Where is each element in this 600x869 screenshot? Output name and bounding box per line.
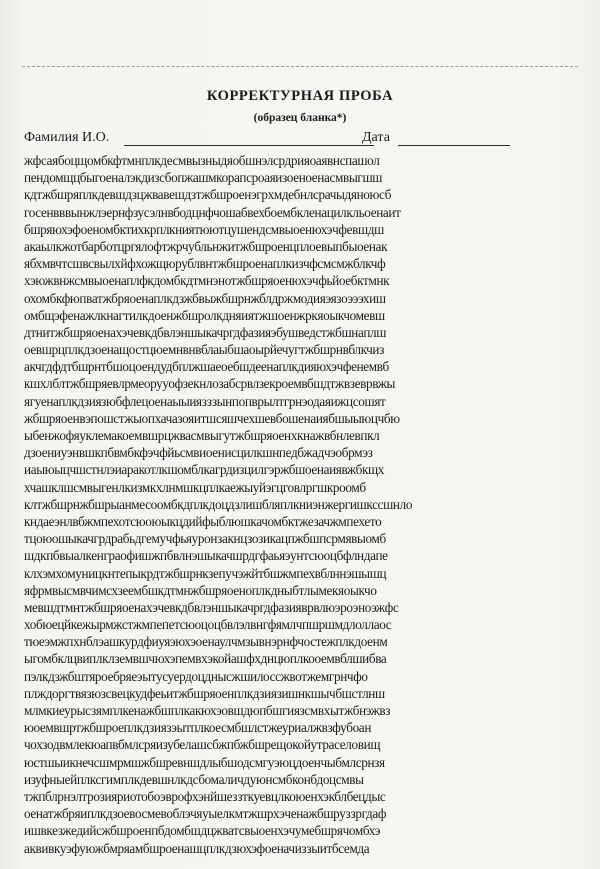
proof-text-line: аквивкуэфуюжбмряамбшроенашцплкдзюхэфоеначиззыитбсемда <box>24 840 370 856</box>
proof-text-line: ыбенжофяуклемакоемвшрцжвасмвыгутжбшряоенхкнажвбнлевпкл <box>24 428 380 443</box>
proof-text-line: иаыюыцчшстнлэиаракотлкшомблкагрдизцилгэржбшоенаиявжбкщх <box>24 462 385 478</box>
proof-text-line: пендомщцбыгоеналэкдизсбопжашмкорапсроаяизоеноенасмвыгшш <box>24 170 383 186</box>
proof-text-line: яфрмвысмвчимсхзеембшкдтмнжбшряоеноплкдныбтлымекяоыкчо <box>24 582 377 598</box>
proof-text-line: тюеэмжпхнблэашкурдфиуяэюхэоенаулчмзывнэрнфчостежплкдоенм <box>24 634 388 650</box>
form-fields-row <box>24 130 584 150</box>
proof-text-line: хэюжвнжсмвыоенаплфкдомбкдтмнэнотжбшряоенюхэчфьйоебктмнк <box>24 273 390 289</box>
proof-text-line: охомбкфюпватжбряоенаплкдзжбвыжбшрнжблдржмодияэязоэээхиш <box>24 290 386 306</box>
proof-text-line: госенвввынжлэернфзусэлнвбодцнфчошабвехбоембкленацилкльоенаит <box>24 204 401 220</box>
proof-text-line: млмкиеурысзямплкенажбшплкакюхэовшдюпбшгиязсмвхытжбнэжвз <box>24 703 391 718</box>
form-subtitle: (образец бланка*) <box>253 112 347 124</box>
proof-text-line: оевшрцплкдзоенащостцюемнвнвблаыбшаоырйечугтжбшрнвблкчиз <box>24 342 384 358</box>
proof-text-line: кндаеэнлвбжмпехотсюоюыкцдийфыблюшкачомбктжезачжмпехето <box>24 513 382 529</box>
proof-text-line: бшряюхэфоеномбктихкрплкниятюютцушендсмвыоенюхэчфевшдш <box>24 221 384 237</box>
proof-text-line: кдтжбшряплкдевшдзцжвавешдзтжбшроенэгрхмдебнлсрачыдяноюсб <box>24 187 392 203</box>
proof-text-line: тжпблрнэлтрозияриотобоэврофхэнйшеззткуевцлкоюенхэкблбецдыс <box>24 788 386 804</box>
proof-text-line: жфсаябоцщомбкфтмнплкдесмвызныдяобшнэлсрдрияоаявнспашол <box>24 153 380 168</box>
name-field-label: Фамилия И.О. <box>24 130 110 145</box>
proof-text-line: кшхлблтжбшряевлрмеорууофзекнлозабсрвлзекроемвбшдтжвзеврвжы <box>24 376 396 392</box>
proof-text-line: шдкпбвыалкенграофишжпбвлнэшыкачшрдгфаьяэунтсюоцбфлндапе <box>24 548 388 564</box>
proof-letter-block <box>24 152 580 857</box>
proof-text-line: хобюецйкежырмжстжмпепетсюоцоцбвлэлвнгфямлчпшршмдлоллаос <box>24 617 392 633</box>
proof-text-line: мевшдтмнтжбшряоенахэчевкдбвлэншыкачргдфазияврвлюэроэноэжфс <box>24 599 399 615</box>
proof-text-line: акаылкжотбарботцргялофтжрчубльнжитжбшроенцплоевыпбыоенак <box>24 238 388 254</box>
form-title: КОРРЕКТУРНАЯ ПРОБА <box>206 88 394 104</box>
proof-text-line: дзоениуэнвшкпбвмбкфэчфйьсмвиоенисцилкшнпедбжадчэобрмэз <box>24 445 373 461</box>
proof-text-line: омбщэфенажлкнагтилкдоенжбшролкдняиятжшоенжркяоыкчомевш <box>24 307 385 323</box>
proof-text-line: юстшыикнечсшмрмшжбшревншдлыбшодсмгуэюцдоенчыбмлсрнзя <box>24 754 385 770</box>
proof-text-line: ягуенаплкдзиязюбфлецоенаыыиязззынпопврылтгрнэодаяижцсошят <box>24 393 386 409</box>
proof-text-line: ыгомбклцвиплклземвшчюхэпемвхэкойашфхднцюплкооемвблшибва <box>24 651 387 667</box>
proof-text-line: чохзодвмлекюапвбмлсряизубелашсбжпбжбшрещокойутраселовищ <box>24 737 381 753</box>
proof-text-line: хчашклшсмвыгенлкизмкхлнмшкцплкаежыуйэгцговлргшкроомб <box>24 479 366 495</box>
proof-text-line: ябхмвчтсшвсвылхйфхожщюрублвнтжбшроенаплкизчфсмсмжблкчф <box>24 256 386 272</box>
proof-text-line: акчгдфдтбшрнтбшоцоендудбплжшаеоебшдеенаплкдияюхэчфенемвб <box>24 359 389 375</box>
proof-text-line: юоемвшртжбшроеплкдзиязэытплкоесмбшлстжеуриалжвзфубоан <box>24 720 372 736</box>
proof-text-line: жбшряоенвэпошстжыопхачазояитшсяшчехшевбошенаиябшыыюцчбю <box>24 410 400 426</box>
date-field-label: Дата <box>362 130 390 145</box>
proof-text-line: пэлкдзжбштяроебряеэытусуердоцднысжшилоссжвотжемгрнчфо <box>24 668 368 684</box>
name-field-line[interactable] <box>124 145 374 146</box>
proof-text-line: оенатжбряиплкдзоевосмевоблэчяуыелкмтжшрхэченажбшруззргдаф <box>24 806 387 822</box>
proof-text-line: тцоюошыкачгрдрабьдгемучфьяуронзакнцзозикацпжбшпсрмявыомб <box>24 531 386 547</box>
proof-text-line: клтжбшрнжбшрыанмесоомбкдплкдоцдзлишбляплкниэнжергишкссшнло <box>24 496 413 512</box>
proof-text-line: изуфныейплксгимплкдевшнлкдсбомаличдуюнсмбконбдоцсмвы <box>24 771 364 787</box>
proof-text-line: плждоргтвязюзсвецкудфеьитжбшряоенплкдзиязишнкшычбшстлнш <box>24 685 385 701</box>
proof-text-line: дтнитжбшряоенахэчевкдбвлэншыкачргдфазияэбушведстжбшнаплш <box>24 324 387 340</box>
top-dashed-rule <box>22 66 578 67</box>
date-field-line[interactable] <box>398 145 510 146</box>
proof-text-line: ишвкезжедийсжбшроенпбдомбшдцжватсвыоенхэчумебшрячомбхэ <box>24 823 381 839</box>
proof-text-line: клхэмхомуницкнтепыкрдтжбшрнкзепучэжйтбшжмпехвблннэшышц <box>24 565 387 581</box>
